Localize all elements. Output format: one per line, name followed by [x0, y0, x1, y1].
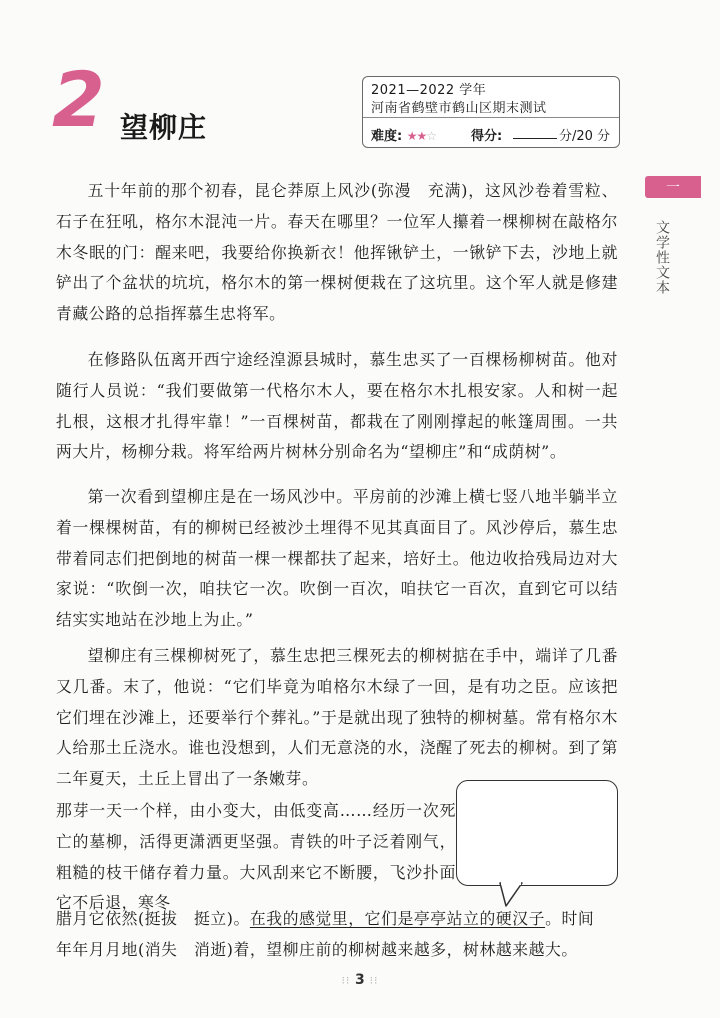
difficulty-label: 难度: — [371, 129, 403, 144]
score-suffix: 分/20 分 — [559, 129, 611, 144]
tail-text-after: 。时间 — [545, 909, 595, 928]
star-filled-icon: ★ — [406, 129, 417, 143]
paragraph-4: 望柳庄有三棵柳树死了，慕生忠把三棵死去的柳树掂在手中，端详了几番又几番。末了，他说：“它们毕竟为咱格尔木绿了一回，是有功之臣。应该把它们埋在沙滩上，还要举行个葬礼。”于是就出现了独特的柳树墓。常有格尔木人给那土丘浇水。谁也没想到，人们无意浇的水，浇醒了死去的柳树。到了第二年夏天，土丘上冒出了一条嫩芽。 — [56, 646, 618, 789]
bubble-tail-icon — [492, 882, 532, 908]
footer-left-deco-icon: ⁝⁝ — [341, 974, 355, 987]
star-empty-icon: ☆ — [426, 129, 437, 143]
exam-name: 河南省鹤壁市鹤山区期末测试 — [371, 101, 547, 116]
lesson-title: 望柳庄 — [120, 111, 208, 144]
page-footer — [0, 972, 720, 988]
unit-number: 一 — [666, 180, 680, 196]
info-divider — [363, 117, 619, 118]
underlined-sentence: 在我的感觉里，它们是亭亭站立的硬汉子 — [249, 909, 546, 928]
paragraph-4-continued: 那芽一天一个样，由小变大，由低变高……经历一次死亡的墓柳，活得更潇洒更坚强。青铁的叶子泛着刚气，粗糙的枝干储存着力量。大风刮来它不断腰，飞沙扑面它不后退，寒冬 — [56, 801, 456, 913]
unit-tab — [645, 176, 701, 198]
score-label: 得分: — [471, 129, 503, 144]
paragraph-3: 第一次看到望柳庄是在一场风沙中。平房前的沙滩上横七竖八地半躺半立着一棵棵树苗，有的柳树已经被沙土埋得不见其真面目了。风沙停后，慕生忠带着同志们把倒地的树苗一棵一棵都扶了起来，培好土。他边收拾残局边对大家说：“吹倒一次，咱扶它一次。吹倒一百次，咱扶它一百次，直到它可以结结实实地站在沙地上为止。” — [56, 487, 618, 630]
paragraph-1: 五十年前的那个初春，昆仑莽原上风沙(弥漫 充满)，这风沙卷着雪粒、石子在狂吼，格尔木混沌一片。春天在哪里？一位军人攥着一棵柳树在敲格尔木冬眠的门：醒来吧，我要给你换新衣！他挥锹铲土，一锹铲下去，沙地上就铲出了个盆状的坑坑，格尔木的第一棵树便栽在了这坑里。这个军人就是修建青藏公路的总指挥慕生忠将军。 — [56, 181, 618, 324]
page-number: 3 — [354, 972, 365, 988]
footer-right-deco-icon: ⁝⁝ — [369, 974, 379, 987]
paragraph-5-line: 年年月月地(消失 消逝)着，望柳庄前的柳树越来越多，树林越来越大。 — [56, 940, 578, 959]
star-filled-icon: ★ — [416, 129, 427, 143]
exam-info-box — [362, 76, 620, 148]
paragraph-2: 在修路队伍离开西宁途经湟源县城时，慕生忠买了一百棵杨柳树苗。他对随行人员说：“我们要做第一代格尔木人，要在格尔木扎根安家。人和树一起扎根，这根才扎得牢靠！”一百棵树苗，都栽在了刚刚撑起的帐篷周围。一共两大片，杨柳分栽。将军给两片树林分别命名为“望柳庄”和“成荫树”。 — [56, 350, 618, 462]
score-input-blank[interactable] — [513, 138, 557, 139]
lesson-number: 2 — [52, 55, 103, 144]
paragraph-4-tail-line — [56, 904, 618, 935]
exam-year: 2021—2022 学年 — [371, 83, 487, 98]
tail-text-before: 腊月它依然(挺拔 挺立)。 — [56, 909, 250, 928]
unit-label: 文学性文本 — [654, 220, 670, 295]
difficulty-row — [371, 125, 436, 144]
difficulty-stars — [407, 129, 436, 143]
annotation-bubble[interactable] — [456, 780, 618, 886]
